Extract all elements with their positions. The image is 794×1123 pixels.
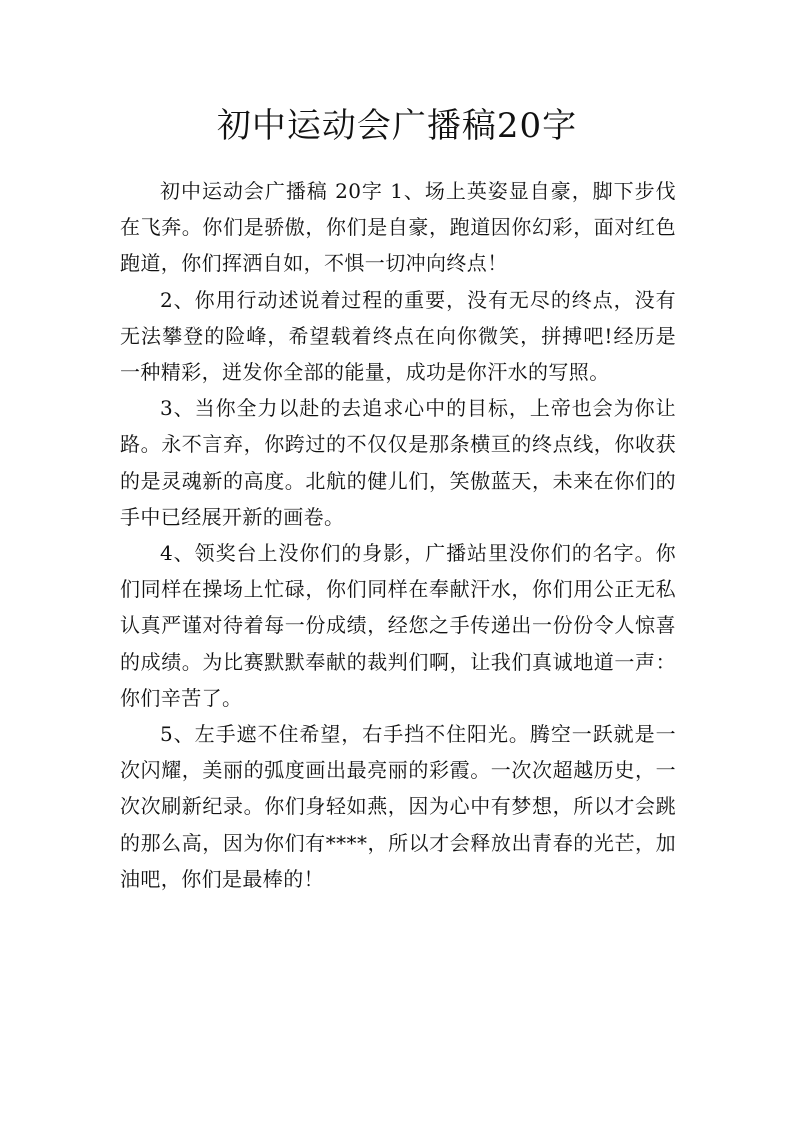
paragraph-5: 5、左手遮不住希望，右手挡不住阳光。腾空一跃就是一次闪耀，美丽的弧度画出最亮丽的彩霞。一次次超越历史，一次次刷新纪录。你们身轻如燕，因为心中有梦想，所以才会跳的那么高，因为你们有****，所以才会释放出青春的光芒，加油吧，你们是最棒的！	[120, 722, 676, 891]
document-body	[120, 173, 676, 897]
paragraph-4: 4、领奖台上没你们的身影，广播站里没你们的名字。你们同样在操场上忙碌，你们同样在奉献汗水，你们用公正无私认真严谨对待着每一份成绩，经您之手传递出一份份令人惊喜的成绩。为比赛默默奉献的裁判们啊，让我们真诚地道一声：你们辛苦了。	[120, 541, 676, 710]
paragraph-3: 3、当你全力以赴的去追求心中的目标，上帝也会为你让路。永不言弃，你跨过的不仅仅是那条横亘的终点线，你收获的是灵魂新的高度。北航的健儿们，笑傲蓝天，未来在你们的手中已经展开新的画卷。	[120, 396, 676, 529]
document-title: 初中运动会广播稿20字	[216, 106, 578, 146]
paragraph-1: 初中运动会广播稿 20字 1、场上英姿显自豪，脚下步伐在飞奔。你们是骄傲，你们是自豪，跑道因你幻彩，面对红色跑道，你们挥洒自如，不惧一切冲向终点！	[120, 179, 676, 276]
paragraph-2: 2、你用行动述说着过程的重要，没有无尽的终点，没有无法攀登的险峰，希望载着终点在向你微笑，拼搏吧!经历是一种精彩，迸发你全部的能量，成功是你汗水的写照。	[120, 287, 676, 385]
